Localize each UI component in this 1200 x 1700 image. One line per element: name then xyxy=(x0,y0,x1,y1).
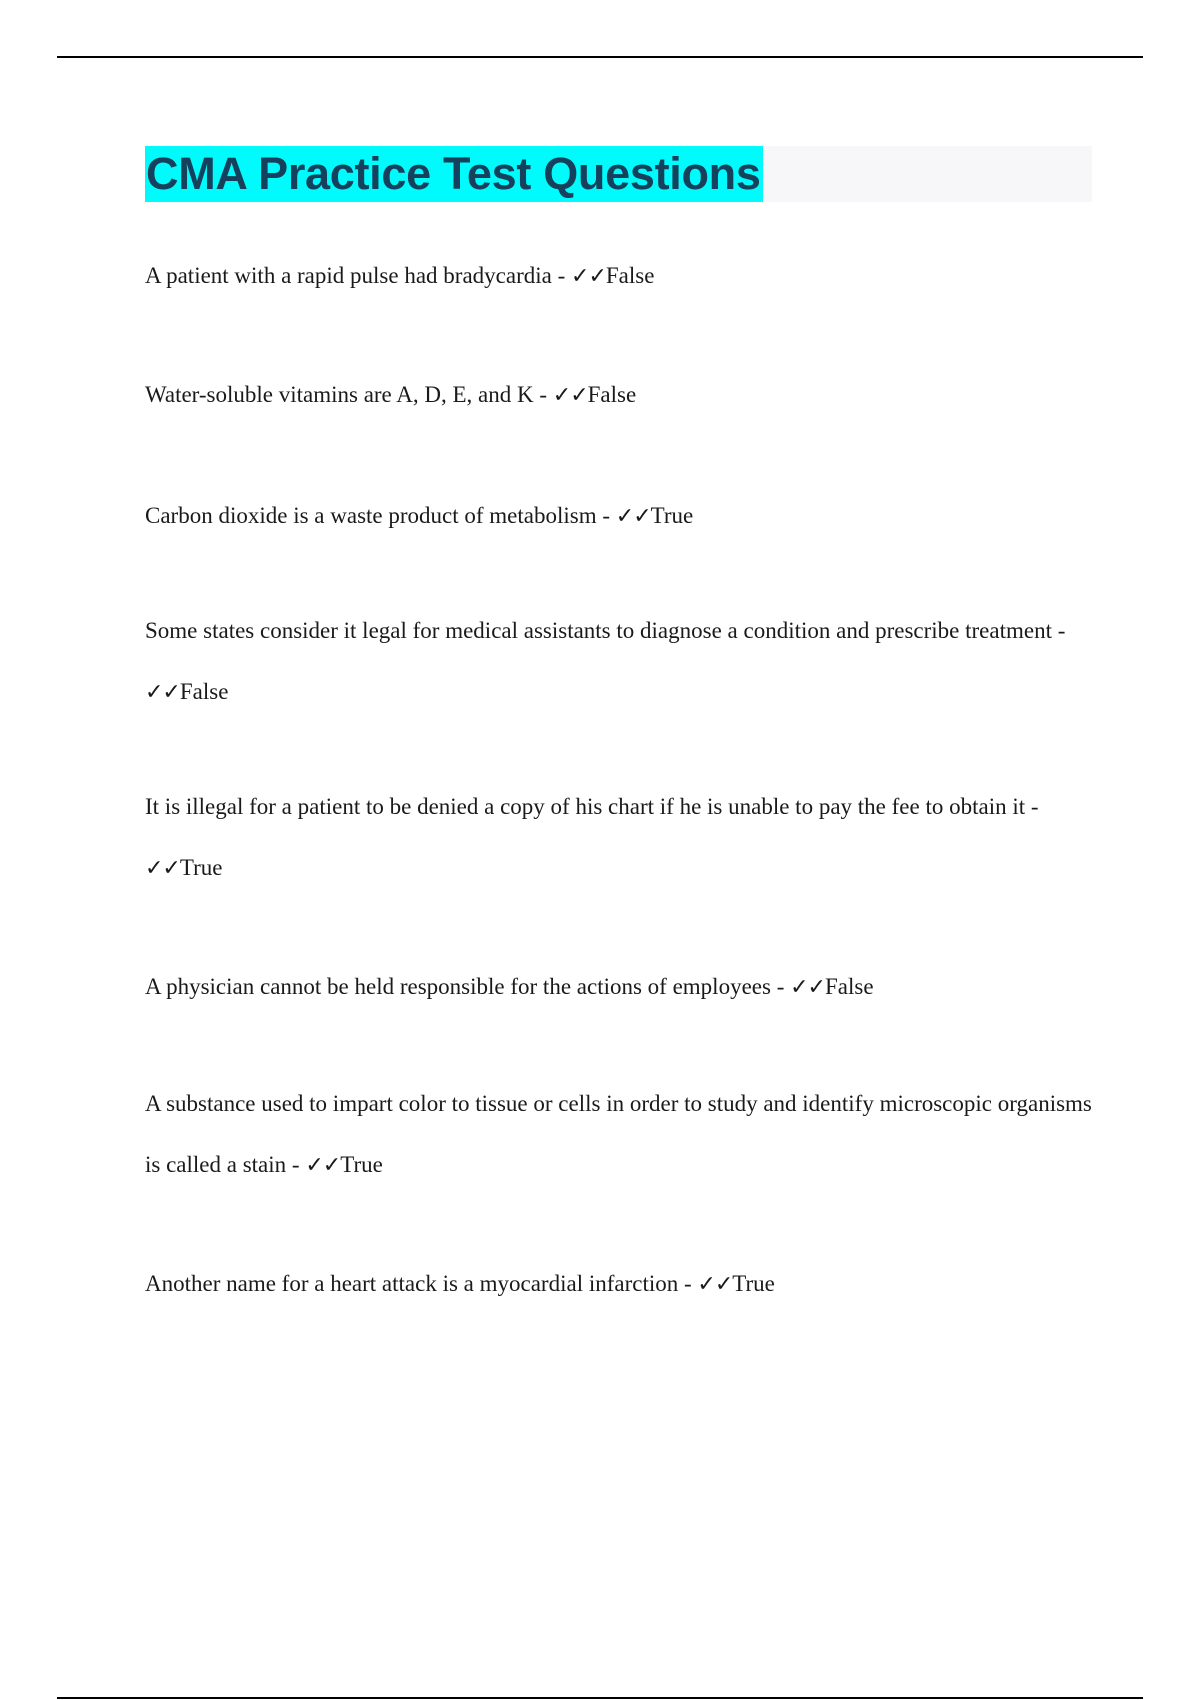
answer-text: False xyxy=(587,382,637,407)
answer-text: True xyxy=(732,1271,775,1296)
separator: - xyxy=(678,1271,698,1296)
answer-text: True xyxy=(179,855,223,880)
double-check-icon: ✓✓ xyxy=(145,680,180,705)
qa-item-8 xyxy=(145,1253,1095,1315)
answer-text: False xyxy=(825,974,874,999)
answer-text: False xyxy=(179,679,229,704)
separator: - xyxy=(1025,794,1039,819)
question-text: Another name for a heart attack is a myocardial infarction xyxy=(145,1271,679,1296)
answer-text: True xyxy=(650,503,694,528)
question-text: A substance used to impart color to tissue or cells in order to study and identify microscopic organisms is called a stain xyxy=(145,1091,1092,1177)
qa-item-3 xyxy=(145,485,1095,547)
page-title: CMA Practice Test Questions xyxy=(145,146,763,202)
separator: - xyxy=(770,974,791,999)
double-check-icon: ✓✓ xyxy=(552,383,588,408)
question-text: Water-soluble vitamins are A, D, E, and K xyxy=(145,382,534,407)
qa-item-6 xyxy=(145,956,1095,1018)
double-check-icon: ✓✓ xyxy=(790,975,825,1000)
separator: - xyxy=(551,263,572,288)
qa-item-4 xyxy=(145,600,1095,723)
qa-item-1 xyxy=(145,245,1095,307)
double-check-icon: ✓✓ xyxy=(697,1272,733,1297)
separator: - xyxy=(596,503,616,528)
qa-item-2 xyxy=(145,364,1095,426)
qa-item-5 xyxy=(145,776,1095,899)
double-check-icon: ✓✓ xyxy=(571,264,606,289)
question-text: Some states consider it legal for medical assistants to diagnose a condition and prescribe treatment xyxy=(145,618,1052,643)
question-text: A patient with a rapid pulse had bradycardia xyxy=(145,263,552,288)
answer-text: True xyxy=(340,1152,383,1177)
top-rule xyxy=(57,56,1143,58)
separator: - xyxy=(533,382,553,407)
separator: - xyxy=(1051,618,1066,643)
question-text: It is illegal for a patient to be denied a copy of his chart if he is unable to pay the fee to obtain it xyxy=(145,794,1026,819)
separator: - xyxy=(286,1152,306,1177)
answer-text: False xyxy=(605,263,655,288)
double-check-icon: ✓✓ xyxy=(305,1153,341,1178)
question-text: A physician cannot be held responsible for the actions of employees xyxy=(145,974,771,999)
double-check-icon: ✓✓ xyxy=(615,504,651,529)
question-text: Carbon dioxide is a waste product of metabolism xyxy=(145,503,597,528)
bottom-rule xyxy=(57,1697,1143,1699)
double-check-icon: ✓✓ xyxy=(145,856,180,881)
qa-item-7 xyxy=(145,1073,1095,1196)
